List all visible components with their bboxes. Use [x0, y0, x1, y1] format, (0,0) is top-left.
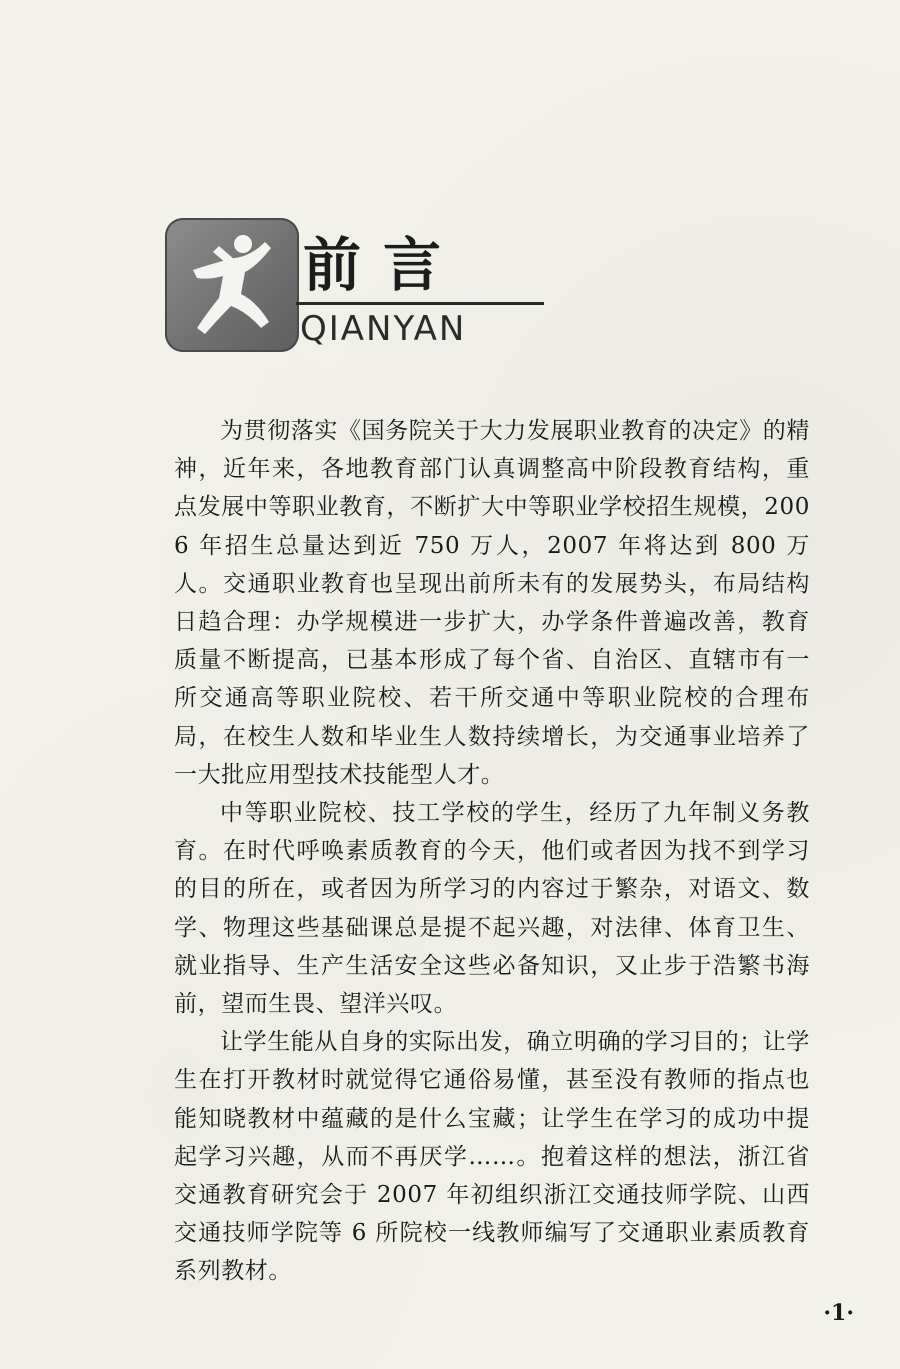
paragraph: 为贯彻落实《国务院关于大力发展职业教育的决定》的精神，近年来，各地教育部门认真调整高中阶段教育结构，重点发展中等职业教育，不断扩大中等职业学校招生规模，2006 年招生总量达到近 750 万人，2007 年将达到 800 万人。交通职业教育也呈现出前所未有的发展势头，布局结构日趋合理：办学规模进一步扩大，办学条件普遍改善，教育质量不断提高，已基本形成了每个省、自治区、直辖市有一所交通高等职业院校、若干所交通中等职业院校的合理布局，在校生人数和毕业生人数持续增长，为交通事业培养了一大批应用型技术技能型人才。 [174, 418, 810, 788]
title-divider [296, 302, 544, 305]
paragraph: 让学生能从自身的实际出发，确立明确的学习目的；让学生在打开教材时就觉得它通俗易懂，甚至没有教师的指点也能知晓教材中蕴藏的是什么宝藏；让学生在学习的成功中提起学习兴趣，从而不再厌学……。抱着这样的想法，浙江省交通教育研究会于 2007 年初组织浙江交通技师学院、山西交通技师学院等 6 所院校一线教师编写了交通职业素质教育系列教材。 [174, 1029, 810, 1285]
page-title: 前言 [303, 231, 464, 299]
page-title-pinyin: QIANYAN [300, 309, 467, 349]
paragraph: 中等职业院校、技工学校的学生，经历了九年制义务教育。在时代呼唤素质教育的今天，他们或者因为找不到学习的目的所在，或者因为所学习的内容过于繁杂，对语文、数学、物理这些基础课总是提不起兴趣，对法律、体育卫生、就业指导、生产生活安全这些必备知识，又止步于浩繁书海前，望而生畏、望洋兴叹。 [174, 800, 810, 1018]
page-number: ·1· [823, 1300, 854, 1326]
preface-body [174, 412, 810, 1291]
running-figure-logo-icon [165, 218, 299, 352]
